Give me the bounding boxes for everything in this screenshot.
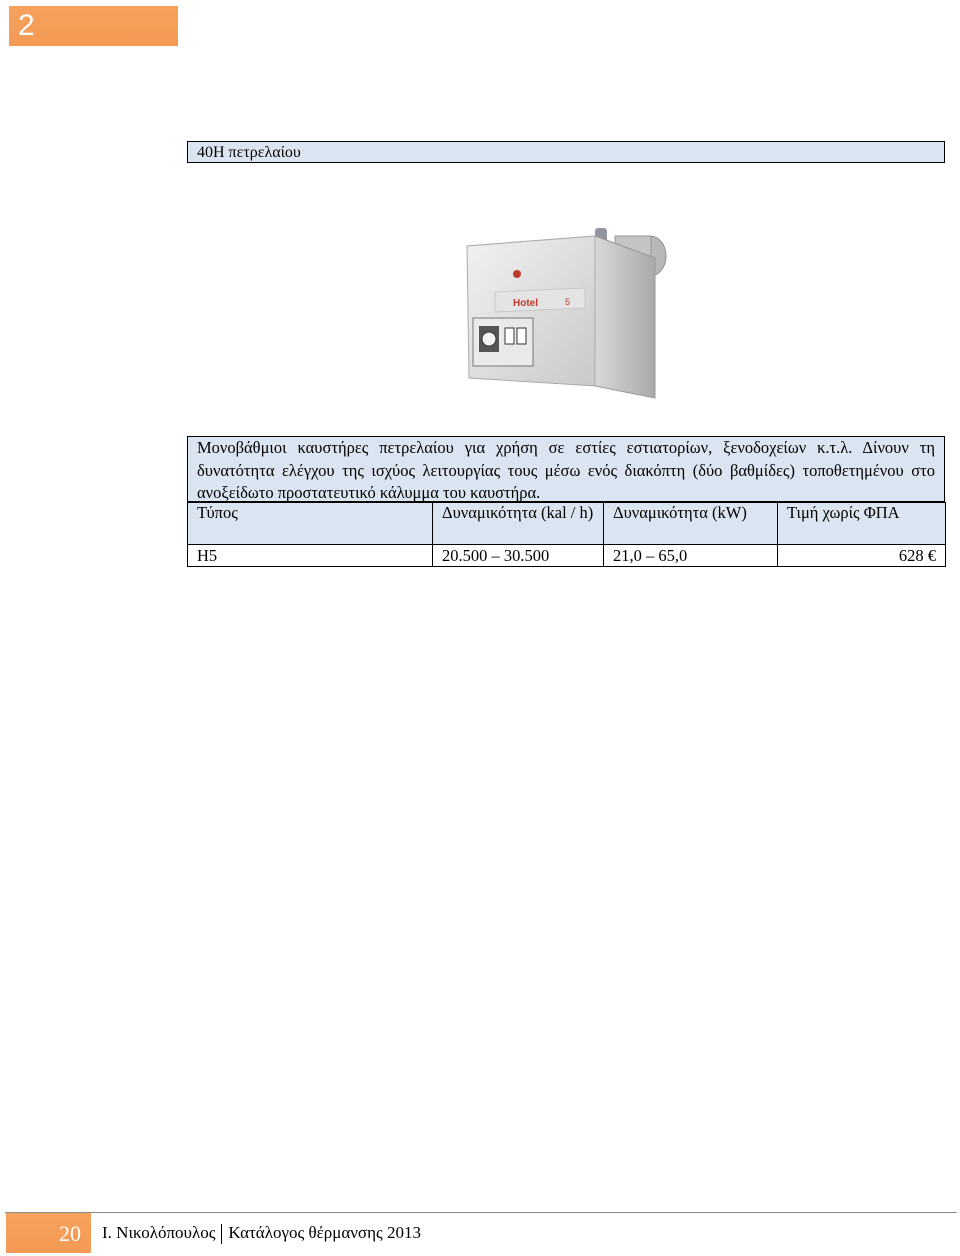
cell-capacity-kw: 21,0 – 65,0 [604, 545, 778, 567]
table-row [188, 545, 946, 567]
page-number-tab [6, 1213, 91, 1253]
product-description: Μονοβάθμιοι καυστήρες πετρελαίου για χρήση σε εστίες εστιατορίων, ξενοδοχείων κ.τ.λ. Δίνουν τη δυνατότητα ελέγχου της ισχύος λειτουργίας τους μέσω ενός διακόπτη (δύο βαθμίδες) τοποθετημένου στο ανοξείδωτο προστατευτικό κάλυμμα του καυστήρα. [187, 436, 945, 502]
footer-separator [221, 1224, 222, 1244]
header-price: Τιμή χωρίς ΦΠΑ [778, 503, 946, 545]
chapter-tab [9, 6, 178, 46]
footer-text [102, 1223, 421, 1244]
page-number: 20 [59, 1221, 81, 1246]
footer-divider [5, 1212, 957, 1213]
footer-author: Ι. Νικολόπουλος [102, 1223, 216, 1242]
svg-text:5: 5 [565, 297, 571, 307]
spec-table [187, 502, 946, 567]
cell-capacity-kal: 20.500 – 30.500 [433, 545, 604, 567]
oil-burner-photo [455, 218, 670, 418]
header-capacity-kw: Δυναμικότητα (kW) [604, 503, 778, 545]
svg-text:Hotel: Hotel [513, 298, 538, 309]
section-title: 40Η πετρελαίου [197, 144, 301, 161]
cell-type: H5 [188, 545, 433, 567]
cell-price: 628 € [778, 545, 946, 567]
chapter-number: 2 [18, 9, 35, 42]
footer-catalog: Κατάλογος θέρμανσης 2013 [228, 1223, 421, 1242]
header-type: Τύπος [188, 503, 433, 545]
table-header-row [188, 503, 946, 545]
header-capacity-kal: Δυναμικότητα (kal / h) [433, 503, 604, 545]
section-title-bar [187, 141, 945, 163]
